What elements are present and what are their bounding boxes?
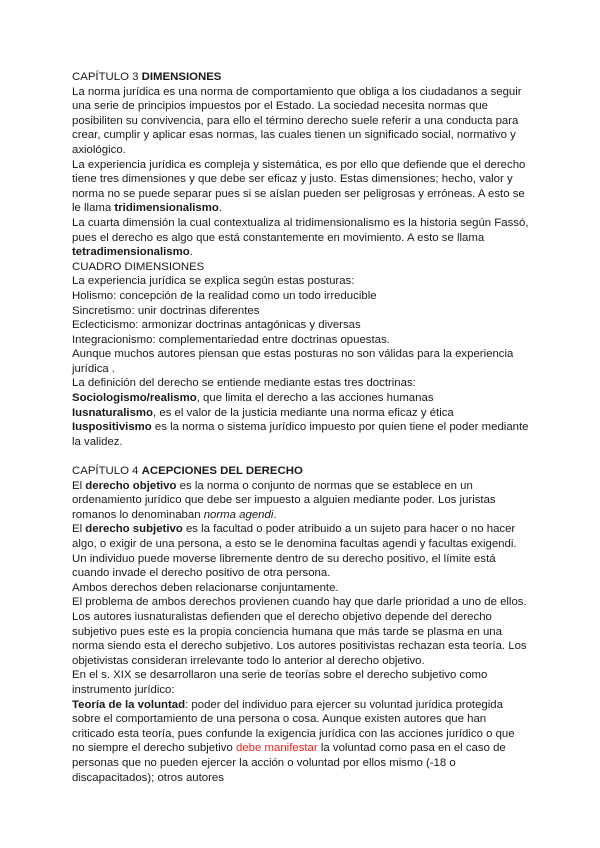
paragraph: La definición del derecho se entiende mediante estas tres doctrinas: xyxy=(72,377,416,390)
paragraph: La experiencia jurídica se explica según estas posturas: xyxy=(72,275,355,288)
chapter-3-title: DIMENSIONES xyxy=(141,71,222,83)
chapter-3-heading: CAPÍTULO 3 DIMENSIONES xyxy=(72,71,222,83)
list-item: Sincretismo: unir doctrinas diferentes xyxy=(72,304,260,317)
list-item: Sociologismo/realismo, que limita el derecho a las acciones humanas xyxy=(72,392,434,405)
paragraph: La experiencia jurídica es compleja y sistemática, es por ello que defiende que el derecho tiene tres dimensiones y que debe ser eficaz y justo. Estas dimensiones; hecho, valor y norma no se puede separar pues si se aíslan pueden ser peligrosas y erróneas. A esto se le llama tridimensionalismo. xyxy=(72,158,526,215)
spacer xyxy=(72,449,530,464)
paragraph: El derecho objetivo es la norma o conjunto de normas que se establece en un ordenamiento jurídico que debe ser impuesto a alguien mediante poder. Los juristas romanos lo denominaban norma agendi. xyxy=(72,479,496,521)
paragraph: El problema de ambos derechos provienen cuando hay que darle prioridad a uno de ellos. Los autores iusnaturalistas defienden que el derecho objetivo depende del derecho subjetivo pues este es la propia conciencia humana que más tarde se plasma en una norma siendo esta el derecho subjetivo. Los autores positivistas rechazan esta teoría. Los objetivistas consideran irrelevante todo lo anterior al derecho objetivo. xyxy=(72,596,527,667)
paragraph: La cuarta dimensión la cual contextualiza al tridimensionalismo es la historia según Fassó, pues el derecho es algo que está constantemente en movimiento. A esto se llama tetradimensionalismo. xyxy=(72,216,529,259)
list-item: Integracionismo: complementariedad entre doctrinas opuestas. xyxy=(72,333,390,346)
chapter-4-title: ACEPCIONES DEL DERECHO xyxy=(141,465,303,478)
paragraph: El derecho subjetivo es la facultad o poder atribuido a un sujeto para hacer o no hacer algo, o exigir de una persona, a esto se le denomina facultas agendi y facultas exigendi. Un individuo puede moverse libremente dentro de su derecho positivo, el límite está cuando invade el derecho positivo de otra persona. xyxy=(72,523,517,580)
highlighted-text: debe manifestar xyxy=(236,742,318,755)
list-item: Iusnaturalismo, es el valor de la justicia mediante una norma eficaz y ética xyxy=(72,406,454,419)
list-item: Holismo: concepción de la realidad como un todo irreducible xyxy=(72,289,377,302)
chapter-4-heading: CAPÍTULO 4 ACEPCIONES DEL DERECHO xyxy=(72,465,303,478)
paragraph: En el s. XIX se desarrollaron una serie de teorías sobre el derecho subjetivo como instrumento jurídico: xyxy=(72,669,488,696)
list-item: Eclecticismo: armonizar doctrinas antagónicas y diversas xyxy=(72,319,361,332)
paragraph: Aunque muchos autores piensan que estas posturas no son válidas para la experiencia jurídica . xyxy=(72,348,514,375)
paragraph: Ambos derechos deben relacionarse conjuntamente. xyxy=(72,581,339,594)
section-title: CUADRO DIMENSIONES xyxy=(72,260,205,273)
paragraph: La norma jurídica es una norma de comportamiento que obliga a los ciudadanos a seguir una serie de principios impuestos por el Estado. La sociedad necesita normas que posibiliten su convivencia, para ello el término derecho suele referir a una conducta para crear, cumplir y aplicar esas normas, las cuales tienen un significado social, normativo y axiológico. xyxy=(72,85,522,156)
paragraph: Teoría de la voluntad: poder del individuo para ejercer su voluntad jurídica protegida sobre el comportamiento de una persona o cosa. Aunque existen autores que han criticado esta teoría, pues confunde la exigencia jurídica con las acciones jurídico o que no siempre el derecho subjetivo debe manifestar la voluntad como pasa en el caso de personas que no pueden ejercer la acción o voluntad por ellos mismo (-18 o discapacitados); otros autores xyxy=(72,698,515,784)
list-item: Iuspositivismo es la norma o sistema jurídico impuesto por quien tiene el poder mediante la validez. xyxy=(72,421,529,448)
